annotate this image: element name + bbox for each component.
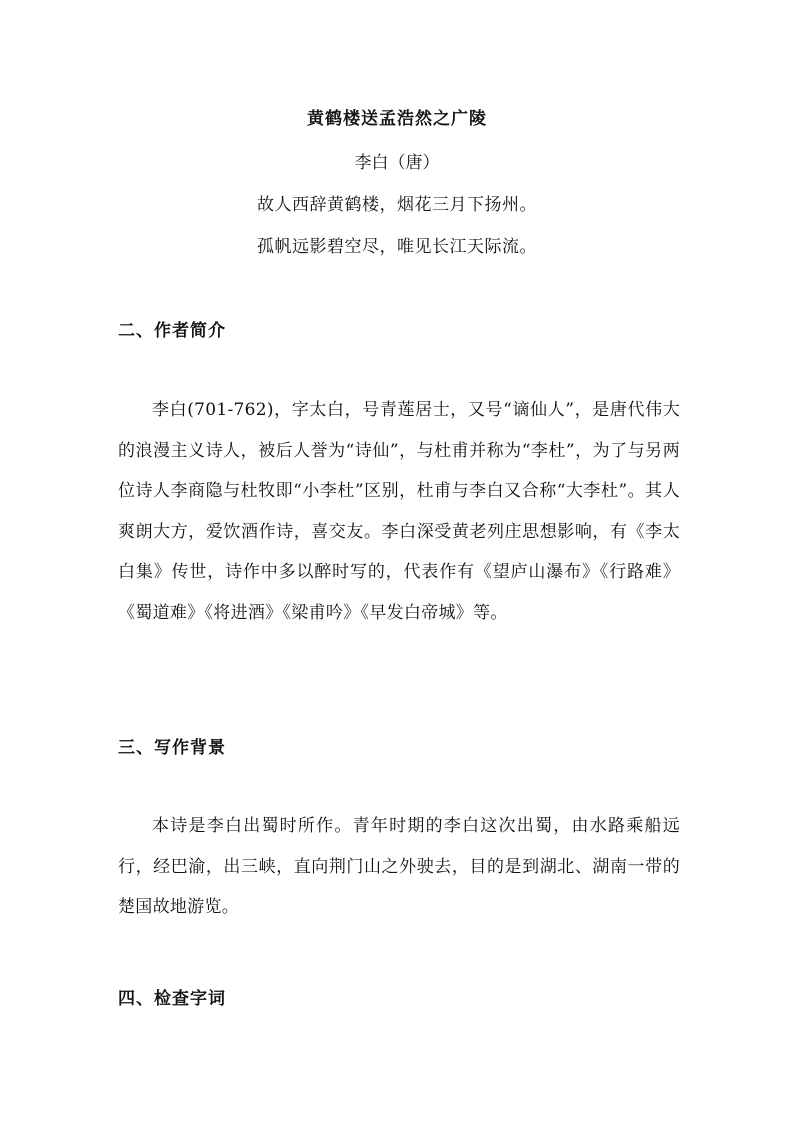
- poem-line-2: 孤帆远影碧空尽，唯见长江天际流。: [257, 237, 537, 257]
- poem-line-1: 故人西辞黄鹤楼，烟花三月下扬州。: [257, 195, 537, 215]
- poem-title: 黄鹤楼送孟浩然之广陵: [307, 109, 487, 129]
- section-heading-background: 三、写作背景: [118, 738, 226, 758]
- poem-author: 李白（唐）: [354, 153, 440, 173]
- section-heading-vocab: 四、检查字词: [118, 989, 226, 1009]
- author-intro-paragraph: 李白(701-762)，字太白，号青莲居士，又号“谪仙人”，是唐代伟大的浪漫主义诗人，被后人誉为“诗仙”，与杜甫并称为“李杜”，为了与另两位诗人李商隐与杜牧即“小李杜”区别，杜甫与李白又合称“大李杜”。其人爽朗大方，爱饮酒作诗，喜交友。李白深受黄老列庄思想影响，有《李太白集》传世，诗作中多以醉时写的，代表作有《望庐山瀑布》《行路难》《蜀道难》《将进酒》《梁甫吟》《早发白帝城》等。: [118, 400, 680, 623]
- background-paragraph: 本诗是李白出蜀时所作。青年时期的李白这次出蜀，由水路乘船远行，经巴渝，出三峡，直向荆门山之外驶去，目的是到湖北、湖南一带的楚国故地游览。: [118, 816, 680, 917]
- section-heading-author-intro: 二、作者简介: [118, 321, 226, 341]
